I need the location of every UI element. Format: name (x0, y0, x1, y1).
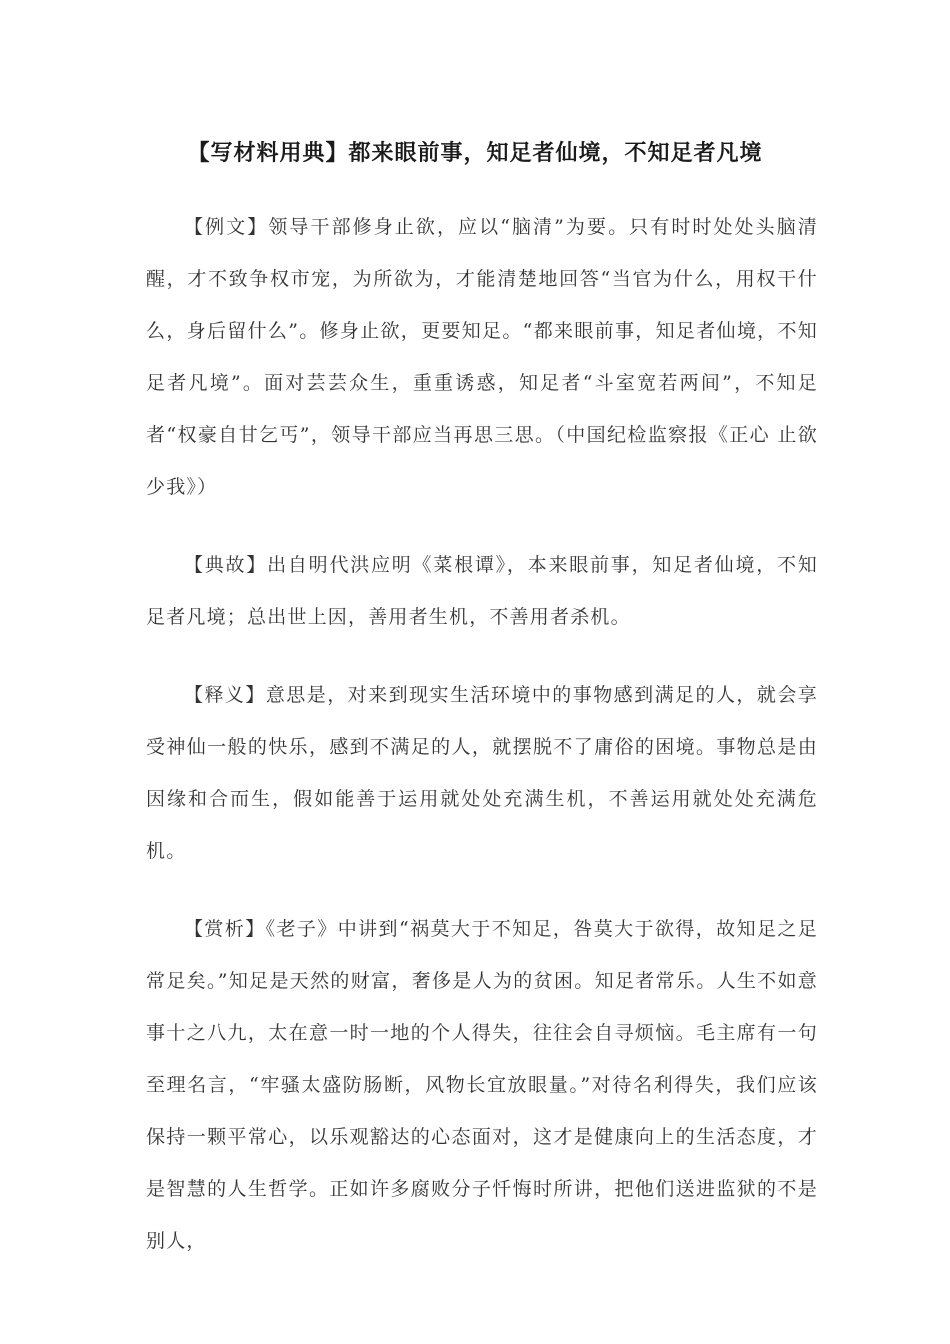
paragraph-example (146, 201, 818, 513)
section-label-example: 【例文】 (184, 216, 269, 238)
section-label-meaning: 【释义】 (184, 684, 266, 706)
section-text-allusion: 出自明代洪应明《菜根谭》，本来眼前事，知足者仙境，不知足者凡境；总出世上因，善用者生机，不善用者杀机。 (146, 554, 818, 628)
section-text-meaning: 意思是，对来到现实生活环境中的事物感到满足的人，就会享受神仙一般的快乐，感到不满足的人，就摆脱不了庸俗的困境。事物总是由因缘和合而生，假如能善于运用就处处充满生机，不善运用就处处充满危机。 (146, 684, 818, 862)
section-label-appreciation: 【赏析】 (184, 918, 266, 940)
section-text-appreciation: 《老子》中讲到“祸莫大于不知足，咎莫大于欲得，故知足之足常足矣。”知足是天然的财富，奢侈是人为的贫困。知足者常乐。人生不如意事十之八九，太在意一时一地的个人得失，往往会自寻烦恼。毛主席有一句至理名言，“牢骚太盛防肠断，风物长宜放眼量。”对待名利得失，我们应该保持一颗平常心，以乐观豁达的心态面对，这才是健康向上的生活态度，才是智慧的人生哲学。正如许多腐败分子忏悔时所讲，把他们送进监狱的不是别人， (146, 918, 818, 1252)
paragraph-meaning (146, 669, 818, 877)
document-title: 【写材料用典】都来眼前事，知足者仙境，不知足者凡境 (187, 141, 763, 166)
document-body (146, 201, 818, 1293)
paragraph-allusion (146, 539, 818, 643)
section-label-allusion: 【典故】 (184, 554, 268, 576)
paragraph-appreciation (146, 903, 818, 1267)
section-text-example: 领导干部修身止欲，应以“脑清”为要。只有时时处处头脑清醒，才不致争权市宠，为所欲为，才能清楚地回答“当官为什么，用权干什么，身后留什么”。修身止欲，更要知足。“都来眼前事，知足者仙境，不知足者凡境”。面对芸芸众生，重重诱惑，知足者“斗室宽若两间”，不知足者“权豪自甘乞丐”，领导干部应当再思三思。（中国纪检监察报《正心 止欲 少我》） (146, 216, 818, 498)
